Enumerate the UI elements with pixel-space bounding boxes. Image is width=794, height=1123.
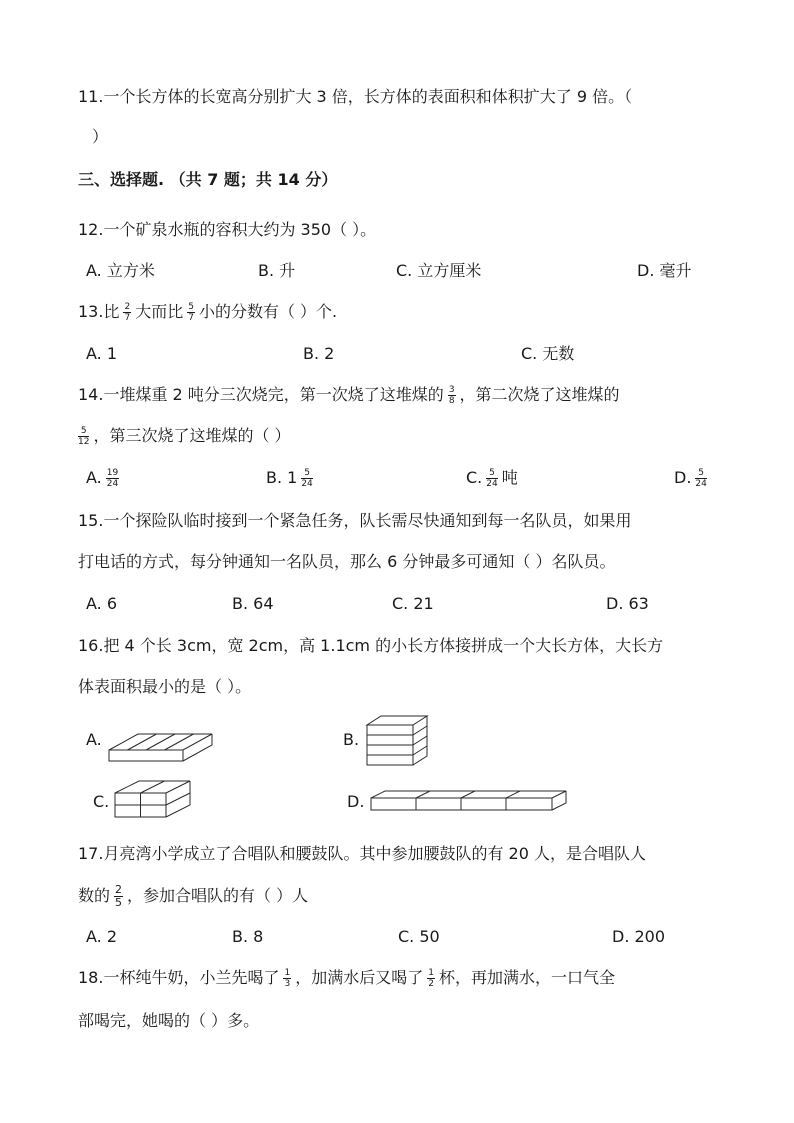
- q14-option-d: D. $\frac{5}{24}$: [674, 468, 707, 489]
- q15-line2: 打电话的方式，每分钟通知一名队员，那么 6 分钟最多可通知（ ）名队员。: [78, 552, 616, 571]
- q14-option-a: A. $\frac{19}{24}$: [86, 468, 119, 489]
- fraction: $\frac{19}{24}$: [106, 468, 119, 489]
- q14-line2: $\frac{5}{12}$ ，第三次烧了这堆煤的（ ）: [78, 426, 291, 447]
- q13-option-c: C. 无数: [521, 344, 575, 363]
- q12-option-c: C. 立方厘米: [396, 261, 482, 280]
- fraction: $\frac{5}{24}$: [695, 468, 707, 489]
- q16-label-b: B.: [343, 730, 360, 749]
- fraction: $\frac{1}{3}$: [284, 968, 291, 989]
- q18-line2: 部喝完，她喝的（ ）多。: [78, 1011, 260, 1030]
- fraction: $\frac{1}{2}$: [428, 968, 434, 989]
- q16-figure-c: [114, 780, 196, 822]
- q15-option-a: A. 6: [86, 594, 118, 613]
- q11-line1: 11.一个长方体的长宽高分别扩大 3 倍，长方体的表面积和体积扩大了 9 倍。（: [78, 87, 633, 106]
- q17-option-c: C. 50: [398, 927, 440, 946]
- fraction: $\frac{3}{8}$: [448, 385, 455, 406]
- q16-label-c: C.: [93, 792, 110, 811]
- q13-option-a: A. 1: [86, 344, 118, 363]
- q11-line2: ）: [92, 127, 109, 146]
- q12-option-b: B. 升: [258, 261, 296, 280]
- q17-option-a: A. 2: [86, 927, 118, 946]
- q16-label-a: A.: [86, 730, 102, 749]
- q12-option-d: D. 毫升: [637, 261, 692, 280]
- q16-label-d: D.: [347, 792, 365, 811]
- fraction: $\frac{5}{24}$: [486, 468, 498, 489]
- q14-option-c: C. $\frac{5}{24}$ 吨: [466, 468, 518, 489]
- section-3-title: 三、选择题. （共 7 题；共 14 分）: [78, 170, 338, 189]
- q15-line1: 15.一个探险队临时接到一个紧急任务，队长需尽快通知到每一名队员，如果用: [78, 511, 632, 530]
- fraction: $\frac{2}{7}$: [124, 302, 131, 323]
- q15-option-c: C. 21: [392, 594, 434, 613]
- q16-line1: 16.把 4 个长 3cm，宽 2cm，高 1.1cm 的小长方体接拼成一个大长方体，大长方: [78, 636, 664, 655]
- q17-line1: 17.月亮湾小学成立了合唱队和腰鼓队。其中参加腰鼓队的有 20 人，是合唱队人: [78, 844, 646, 863]
- fraction: $\frac{5}{12}$: [78, 426, 90, 447]
- q17-option-d: D. 200: [612, 927, 666, 946]
- q16-line2: 体表面积最小的是（ ）。: [78, 677, 252, 696]
- q15-option-b: B. 64: [232, 594, 274, 613]
- q18-line1: 18.一杯纯牛奶，小兰先喝了 $\frac{1}{3}$ ，加满水后又喝了 $\frac{1}{2}$ 杯，再加满水，一口气全: [78, 968, 615, 989]
- q16-figure-a: [108, 717, 218, 765]
- q13-stem: 13.比 $\frac{2}{7}$ 大而比 $\frac{5}{7}$ 小的分数有（ ）个.: [78, 302, 338, 323]
- fraction: $\frac{5}{24}$: [301, 468, 313, 489]
- q16-figure-b: [366, 715, 432, 769]
- q14-line1: 14.一堆煤重 2 吨分三次烧完，第一次烧了这堆煤的 $\frac{3}{8}$ ，第二次烧了这堆煤的: [78, 385, 620, 406]
- q16-figure-d: [370, 790, 570, 814]
- fraction: $\frac{2}{5}$: [115, 883, 123, 909]
- q17-line2: 数的 $\frac{2}{5}$ ，参加合唱队的有（ ）人: [78, 883, 309, 909]
- q17-option-b: B. 8: [232, 927, 264, 946]
- q13-option-b: B. 2: [303, 344, 335, 363]
- q14-option-b: B. 1 $\frac{5}{24}$: [266, 468, 313, 489]
- fraction: $\frac{5}{7}$: [188, 302, 194, 323]
- q12-option-a: A. 立方米: [86, 261, 155, 280]
- q15-option-d: D. 63: [606, 594, 649, 613]
- q12-stem: 12.一个矿泉水瓶的容积大约为 350（ ）。: [78, 220, 377, 239]
